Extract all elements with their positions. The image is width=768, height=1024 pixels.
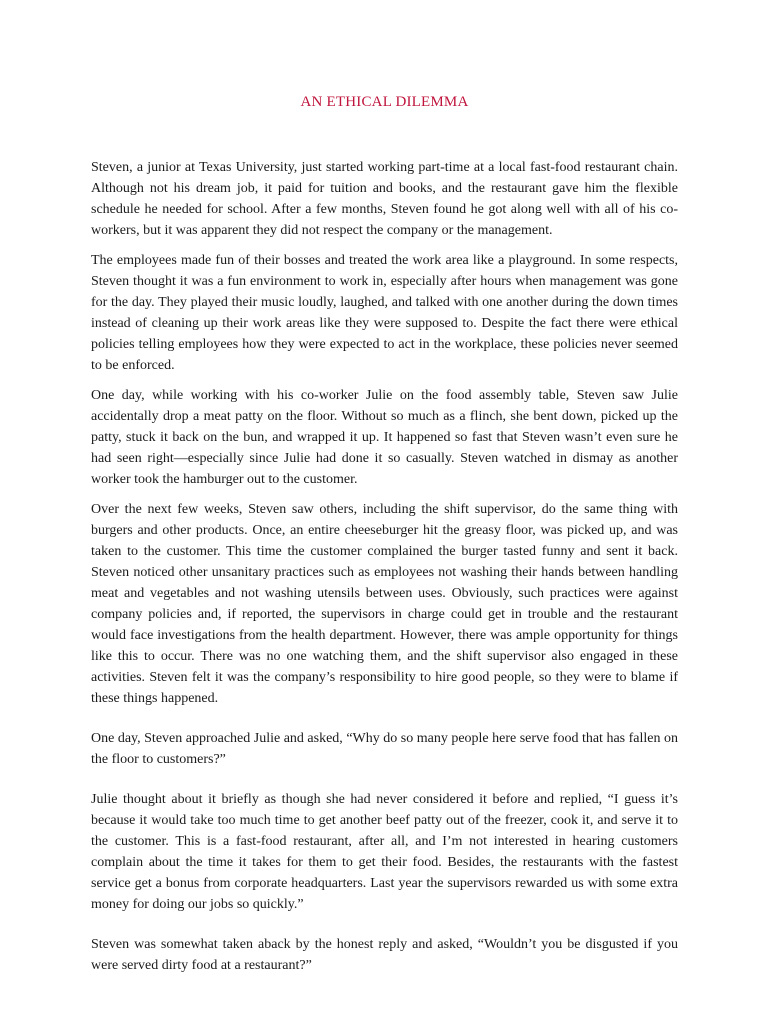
paragraph-7: Steven was somewhat taken aback by the honest reply and asked, “Wouldn’t you be disgusted if you were served dirty food at a restaurant?” [91,937,678,973]
document-title: AN ETHICAL DILEMMA [300,94,469,110]
paragraph-6: Julie thought about it briefly as though she had never considered it before and replied, “I guess it’s because it would take too much time to get another beef patty out of the freezer, cook it, and serve it to the customer. This is a fast-food restaurant, after all, and I’m not interested in hearing customers complain about the time it takes for them to get their food. Besides, the restaurants with the fastest service get a bonus from corporate headquarters. Last year the supervisors rewarded us with some extra money for doing our jobs so quickly.” [91,792,678,912]
document-page [91,92,678,985]
paragraph-5: One day, Steven approached Julie and asked, “Why do so many people here serve food that has fallen on the floor to customers?” [91,731,678,767]
paragraph-4: Over the next few weeks, Steven saw others, including the shift supervisor, do the same thing with burgers and other products. Once, an entire cheeseburger hit the greasy floor, was picked up, and was taken to the customer. This time the customer complained the burger tasted funny and sent it back. Steven noticed other unsanitary practices such as employees not washing their hands between handling meat and vegetables and not washing utensils between uses. Obviously, such practices were against company policies and, if reported, the supervisors in charge could get in trouble and the restaurant would face investigations from the health department. However, there was ample opportunity for things like this to occur. There was no one watching them, and the shift supervisor also engaged in these activities. Steven felt it was the company’s responsibility to hire good people, so they were to blame if these things happened. [91,502,678,706]
paragraph-2: The employees made fun of their bosses and treated the work area like a playground. In some respects, Steven thought it was a fun environment to work in, especially after hours when management was gone for the day. They played their music loudly, laughed, and talked with one another during the down times instead of cleaning up their work areas like they were supposed to. Despite the fact there were ethical policies telling employees how they were expected to act in the workplace, these policies never seemed to be enforced. [91,253,678,373]
paragraph-1: Steven, a junior at Texas University, just started working part-time at a local fast-food restaurant chain. Although not his dream job, it paid for tuition and books, and the restaurant gave him the flexible schedule he needed for school. After a few months, Steven found he got along well with all of his co-workers, but it was apparent they did not respect the company or the management. [91,160,678,238]
paragraph-3: One day, while working with his co-worker Julie on the food assembly table, Steven saw Julie accidentally drop a meat patty on the floor. Without so much as a flinch, she bent down, picked up the patty, stuck it back on the bun, and wrapped it up. It happened so fast that Steven wasn’t even sure he had seen right—especially since Julie had done it so casually. Steven watched in dismay as another worker took the hamburger out to the customer. [91,388,678,487]
